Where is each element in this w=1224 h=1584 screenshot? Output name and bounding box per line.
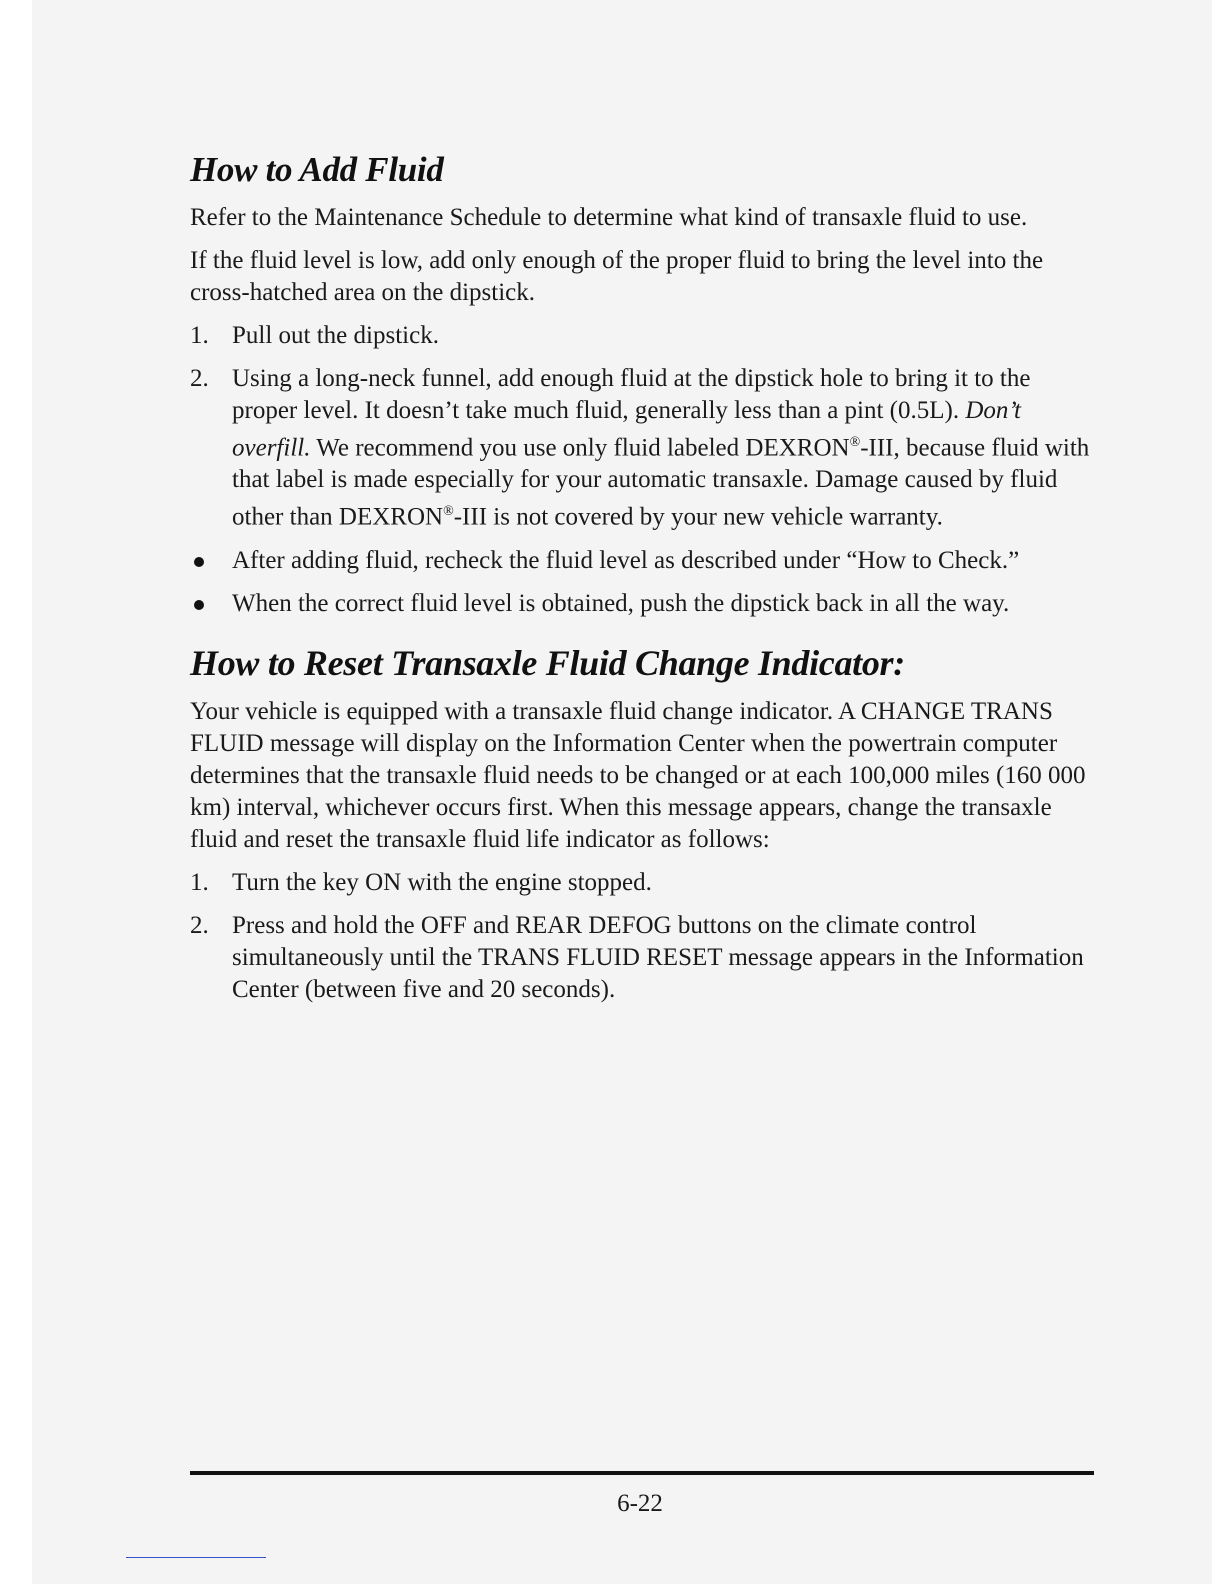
reset-indicator-intro: Your vehicle is equipped with a transaxle fluid change indicator. A CHANGE TRANS FLUID message will display on the Information Center when the powertrain computer determines that the transaxle fluid needs to be changed or at each 100,000 miles (160 000 km) interval, whichever occurs first. When this message appears, change the transaxle fluid and reset the transaxle fluid life indicator as follows: [190, 697, 1086, 853]
step-number: 1. [190, 322, 209, 349]
step-number: 2. [190, 365, 209, 392]
bullet-icon [194, 557, 204, 567]
add-fluid-low-level: If the fluid level is low, add only enough of the proper fluid to bring the level into the cross-hatched area on the dipstick. [190, 247, 1044, 306]
step-text: Turn the key ON with the engine stopped. [232, 868, 652, 896]
page-number: 6-22 [617, 1490, 663, 1517]
bullet-icon [194, 600, 204, 610]
step-text: Pull out the dipstick. [232, 322, 439, 349]
step-text-part-c: -III, because fluid with that label is made especially for your automatic transaxle. Damage caused by fluid other than DEXRON [232, 434, 1090, 531]
step-number: 1. [190, 868, 209, 896]
footer-rule [190, 1471, 1094, 1475]
bullet-text: When the correct fluid level is obtained, push the dipstick back in all the way. [232, 589, 1010, 617]
reset-indicator-steps [190, 867, 1090, 1006]
step-number: 2. [190, 911, 209, 939]
reset-step-2 [190, 910, 1090, 1006]
reset-step-1 [190, 867, 1090, 899]
section-heading-add-fluid: How to Add Fluid [190, 150, 444, 189]
step-text: Press and hold the OFF and REAR DEFOG buttons on the climate control simultaneously until the TRANS FLUID RESET message appears in the Information Center (between five and 20 seconds). [232, 911, 1084, 1003]
footer-link-underline [126, 1557, 266, 1558]
bullet-item-recheck [190, 545, 1090, 577]
add-fluid-bullets [190, 545, 1090, 620]
page-content [190, 146, 1090, 1017]
section-heading-reset-indicator: How to Reset Transaxle Fluid Change Indicator: [190, 642, 905, 683]
add-fluid-step-2 [190, 363, 1090, 534]
add-fluid-intro: Refer to the Maintenance Schedule to determine what kind of transaxle fluid to use. [190, 204, 1028, 231]
step-text-part-d: -III is not covered by your new vehicle warranty. [453, 503, 943, 531]
add-fluid-steps [190, 320, 1090, 534]
registered-mark: ® [849, 435, 861, 450]
overfill-warning: Don’t overfill. [232, 397, 1021, 462]
bullet-item-push-dipstick [190, 588, 1090, 620]
step-text-part-a: Using a long-neck funnel, add enough fluid at the dipstick hole to bring it to the proper level. It doesn’t take much fluid, generally less than a pint (0.5L). [232, 365, 1031, 424]
registered-mark: ® [443, 504, 454, 520]
add-fluid-step-1 [190, 320, 1090, 352]
step-text-part-b: We recommend you use only fluid labeled DEXRON [316, 434, 850, 462]
bullet-text: After adding fluid, recheck the fluid level as described under “How to Check.” [232, 546, 1020, 574]
